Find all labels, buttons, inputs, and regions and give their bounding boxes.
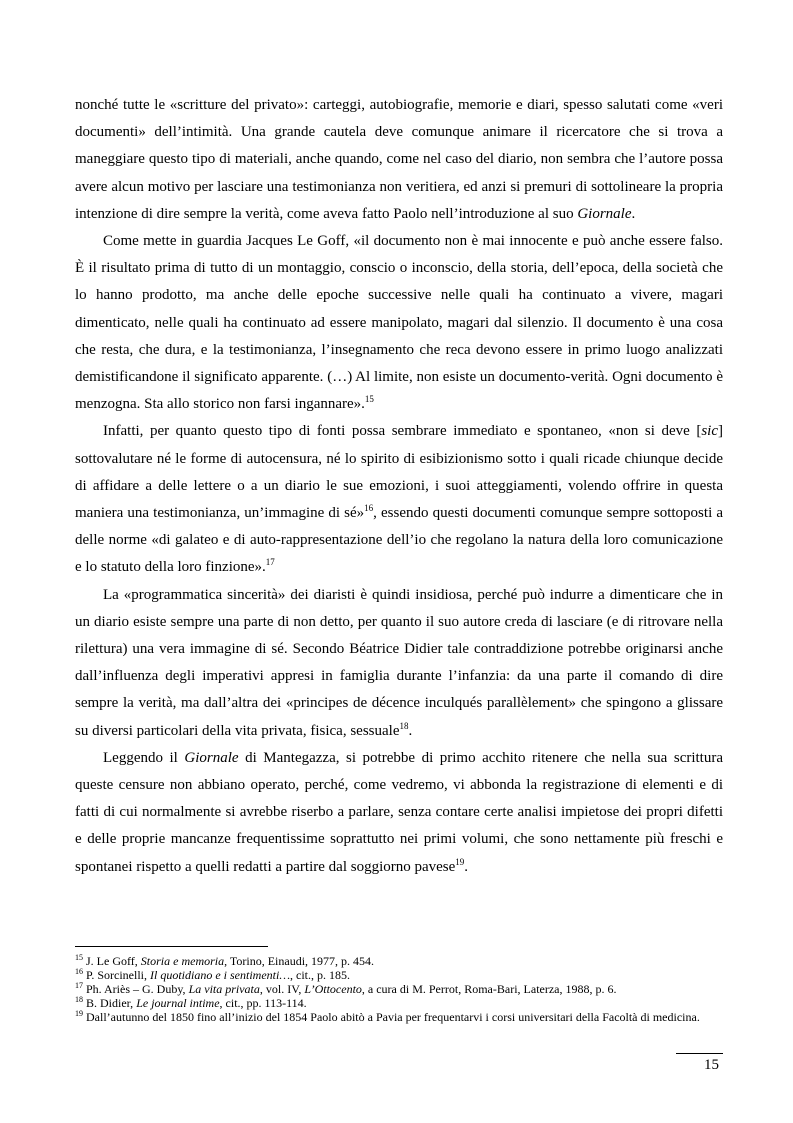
paragraph [75,228,723,418]
note-ref: 18 [399,720,409,731]
text-run: , essendo questi documenti comunque sempre sottoposti a delle norme «di galateo e di auto-rappresentazione dell’io che regolano la natura della loro comunicazione e lo statuto della loro finzione». [75,505,723,576]
note-ref: 17 [265,557,275,568]
text-run: , vol. IV, [259,982,305,996]
italic-text: Le journal intime [136,996,220,1010]
body-text [75,92,723,881]
text-run: P. Sorcinelli, [83,968,151,982]
text-run: La «programmatica sincerità» dei diaristi è quindi insidiosa, perché può indurre a dimenticare che in un diario esiste sempre una parte di non detto, per quanto il suo autore creda di lasciare (e di ritrovare nella rilettura) una vera immagine di sé. Secondo Béatrice Didier tale contraddizione potrebbe originarsi anche dall’influenza degli imperativi appresi in famiglia durante l’infanzia: da una parte il comando di dire sempre la verità, ma dall’altra dei «principes de décence inculqués parallèlement» che spingono a glissare su diversi particolari della vita privata, fisica, sessuale [75,586,723,739]
footnote [75,954,723,968]
text-run: , a cura di M. Perrot, Roma-Bari, Laterza, 1988, p. 6. [361,982,617,996]
paragraph [75,418,723,581]
page-number-rule [676,1053,723,1054]
text-run: Come mette in guardia Jacques Le Goff, «il documento non è mai innocente e può anche essere falso. È il risultato prima di tutto di un montaggio, conscio o inconscio, della storia, dell’epoca, della società che lo hanno prodotto, ma anche delle epoche successive nelle quali ha continuato a vivere, magari dimenticato, nelle quali ha continuato ad essere manipolato, magari dal silenzio. Il documento è una cosa che resta, che dura, e la testimonianza, l’insegnamento che reca devono essere in primo luogo analizzati demistificandone il significato apparente. (…) Al limite, non esiste un documento-verità. Ogni documento è menzogna. Sta allo storico non farsi ingannare». [75,233,723,413]
italic-text: Giornale [577,205,632,222]
text-run: . [464,858,469,875]
note-ref: 15 [364,394,374,405]
text-run: , Torino, Einaudi, 1977, p. 454. [224,954,375,968]
note-ref: 18 [75,995,83,1004]
note-ref: 16 [364,503,374,514]
footnotes [75,954,723,1024]
text-run: Leggendo il [103,749,185,766]
italic-text: L’Ottocento [304,982,362,996]
italic-text: La vita privata [188,982,260,996]
text-run: , cit., pp. 113-114. [219,996,307,1010]
text-run: ] sottovalutare né le forme di autocensura, né lo spirito di esibizionismo sotto i quali ricade chiunque decide di affidare a delle lettere o a un diario le sue emozioni, i suoi atteggiamenti, volendo offrire in questa maniera una testimonianza, un’immagine di sé» [75,423,723,522]
text-run: di Mantegazza, si potrebbe di primo acchito ritenere che nella sua scrittura queste censure non abbiano operato, perché, come vedremo, vi abbonda la registrazione di elementi e di fatti di cui normalmente si avrebbe riserbo a parlare, senza contare certe analisi impietose dei propri difetti e delle proprie mancanze frequentissime soprattutto nei primi volumi, che sono nettamente più freschi e spontanei rispetto a quelli redatti a partire dal soggiorno pavese [75,749,723,875]
italic-text: sic [701,423,718,440]
footnote [75,996,723,1010]
footnote [75,982,723,996]
note-ref: 19 [75,1009,83,1018]
italic-text: Il quotidiano e i sentimenti… [150,968,291,982]
note-ref: 15 [75,953,83,962]
text-run: . [408,722,413,739]
paragraph [75,92,723,228]
note-ref: 19 [455,856,465,867]
text-run: , cit., p. 185. [290,968,351,982]
text-run: . [631,205,636,222]
italic-text: Storia e memoria [140,954,225,968]
note-ref: 17 [75,981,83,990]
footnote [75,968,723,982]
text-run: Ph. Ariès – G. Duby, [83,982,189,996]
text-run: B. Didier, [83,996,137,1010]
italic-text: Giornale [184,749,239,766]
footnote-separator [75,946,268,947]
paragraph [75,745,723,881]
page-number: 15 [704,1057,719,1073]
text-run: J. Le Goff, [83,954,141,968]
paragraph [75,582,723,745]
text-run: Infatti, per quanto questo tipo di fonti possa sembrare immediato e spontaneo, «non si deve [ [103,423,702,440]
footnote [75,1010,723,1024]
text-run: Dall’autunno del 1850 fino all’inizio del 1854 Paolo abitò a Pavia per frequentarvi i corsi universitari della Facoltà di medicina. [83,1010,700,1024]
note-ref: 16 [75,967,83,976]
text-run: nonché tutte le «scritture del privato»: carteggi, autobiografie, memorie e diari, spesso salutati come «veri documenti» dell’intimità. Una grande cautela deve comunque animare il ricercatore che si trova a maneggiare questo tipo di materiali, anche quando, come nel caso del diario, non sembra che l’autore possa avere alcun motivo per lasciare una testimonianza non veritiera, ed anzi si premuri di sottolineare la propria intenzione di dire sempre la verità, come aveva fatto Paolo nell’introduzione al suo [75,97,723,222]
